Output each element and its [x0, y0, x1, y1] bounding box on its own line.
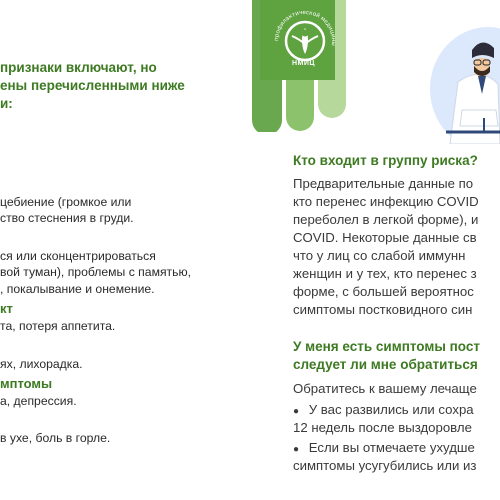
- bullet-2-line-2: симптомы усугубились или из: [293, 458, 477, 473]
- risk-paragraph-line: форме, с большей вероятнос: [293, 284, 474, 299]
- risk-paragraph-line: переболел в легкой форме), и: [293, 212, 479, 227]
- left-text-line: та, потеря аппетита.: [0, 319, 116, 333]
- see-doctor-text: Обратитесь к вашему лечаще: [293, 381, 477, 396]
- bullet-1-line-1: У вас развились или сохра: [308, 402, 474, 417]
- left-heading-line-3: и:: [0, 96, 13, 111]
- left-text-line: ство стеснения в груди.: [0, 211, 134, 225]
- bullet-dot: ●: [293, 406, 300, 417]
- risk-group-heading: Кто входит в группу риска?: [293, 153, 478, 168]
- left-text-line: вой туман), проблемы с памятью,: [0, 265, 192, 279]
- risk-paragraph-line: что у лиц со слабой иммунн: [293, 248, 466, 263]
- logo-emblem: [270, 6, 340, 76]
- bullet-1-line-2: 12 недель после выздоровле: [293, 420, 472, 435]
- symptoms-heading-line-2: следует ли мне обратиться: [293, 357, 478, 372]
- risk-paragraph-line: Предварительные данные по: [293, 176, 474, 191]
- risk-paragraph-line: симптомы постковидного син: [293, 302, 473, 317]
- bullet-2-line-1: Если вы отмечаете ухудше: [308, 440, 475, 455]
- left-subheading: мптомы: [0, 376, 53, 391]
- doctor-illustration: [418, 14, 500, 144]
- logo-ring-text: профилактической медицины: [273, 9, 337, 47]
- left-text-line: , покалывание и онемение.: [0, 282, 155, 296]
- risk-paragraph-line: женщин и у тех, кто перенес з: [293, 266, 477, 281]
- left-heading-line-1: признаки включают, но: [0, 60, 157, 75]
- left-heading-line-2: ены перечисленными ниже: [0, 78, 185, 93]
- left-text-line: цебиение (громкое или: [0, 195, 132, 209]
- left-subheading: кт: [0, 301, 13, 316]
- symptoms-heading-line-1: У меня есть симптомы пост: [293, 339, 480, 354]
- left-text-line: а, депрессия.: [0, 394, 77, 408]
- logo-nmic-text: НМИЦ: [292, 60, 316, 67]
- risk-paragraph-line: COVID. Некоторые данные св: [293, 230, 477, 245]
- left-text-line: ях, лихорадка.: [0, 357, 83, 371]
- risk-paragraph-line: кто перенес инфекцию COVID: [293, 194, 479, 209]
- bullet-dot: ●: [293, 444, 300, 455]
- left-text-line: в ухе, боль в горле.: [0, 431, 111, 445]
- left-text-line: ся или сконцентрироваться: [0, 249, 156, 263]
